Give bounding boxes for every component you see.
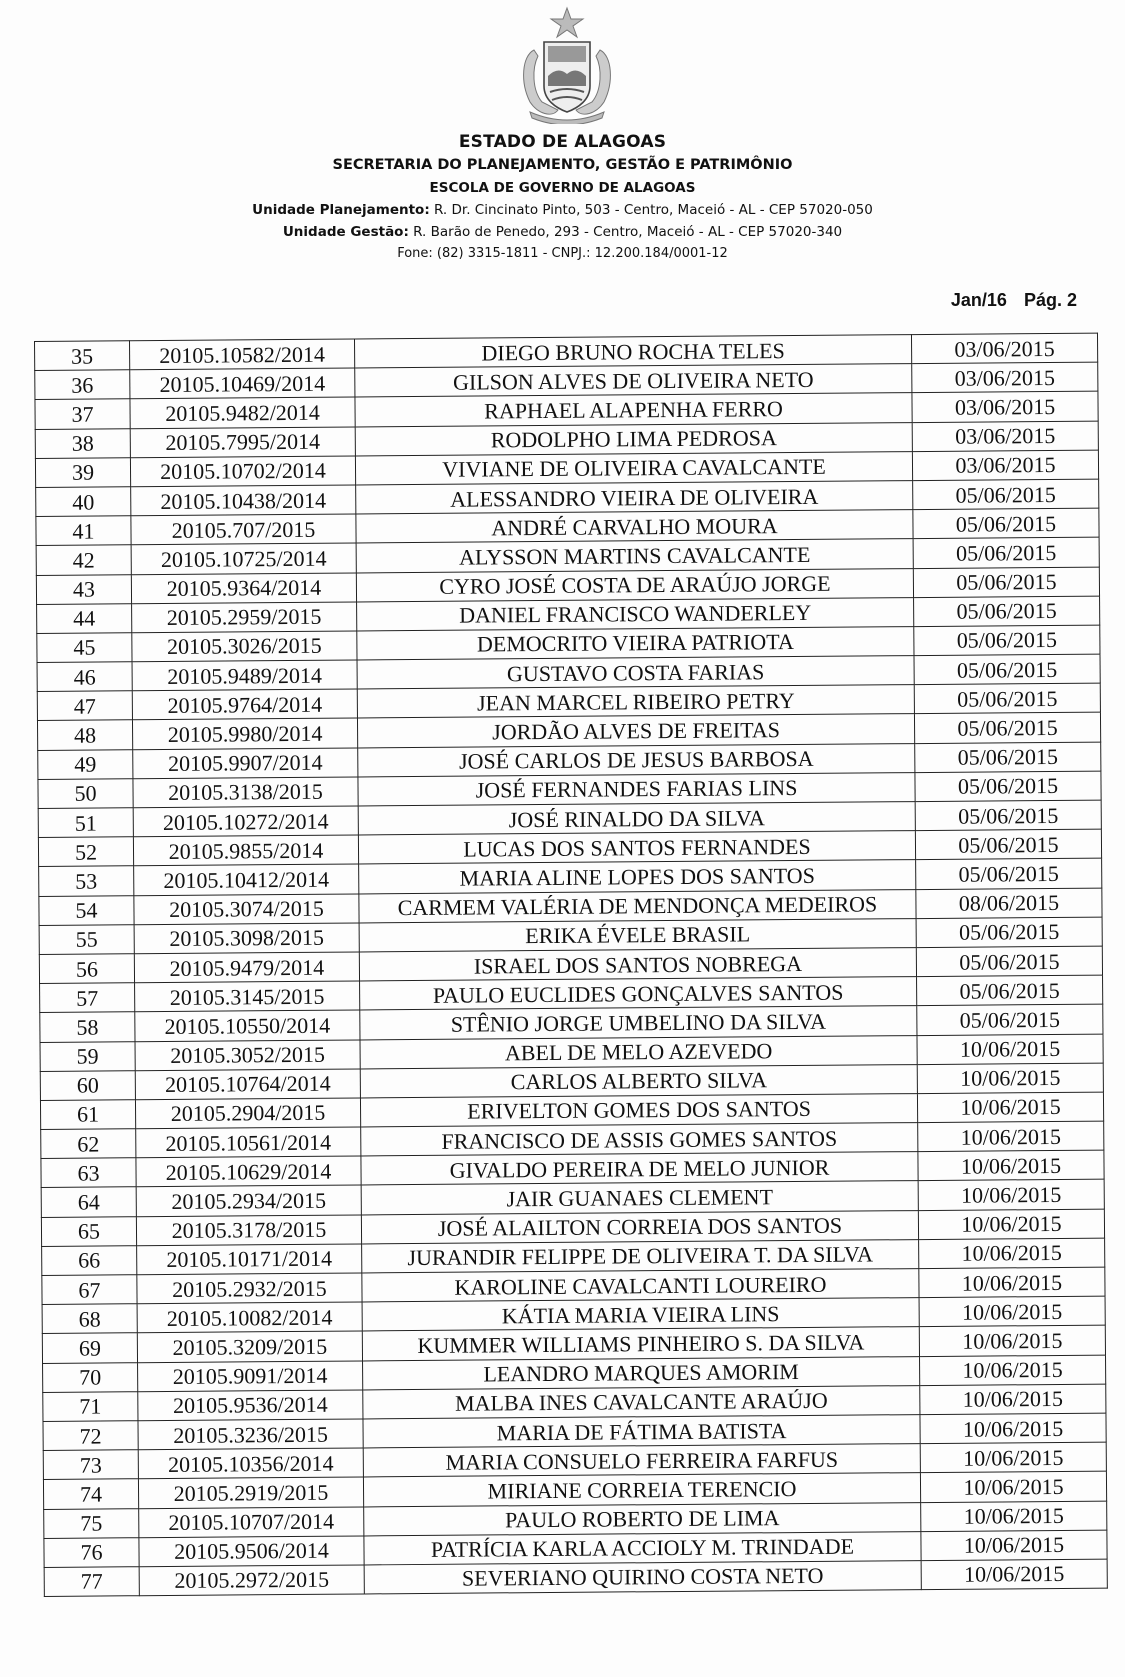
- row-number-cell: 54: [39, 895, 134, 925]
- date-cell: 03/06/2015: [912, 421, 1098, 452]
- row-number-cell: 51: [38, 808, 133, 838]
- process-number-cell: 20105.9482/2014: [130, 397, 355, 428]
- row-number-cell: 62: [41, 1129, 136, 1159]
- process-number-cell: 20105.10550/2014: [135, 1010, 360, 1041]
- process-number-cell: 20105.9506/2014: [139, 1536, 364, 1567]
- planning-unit-address-text: R. Dr. Cincinato Pinto, 503 - Centro, Maceió - AL - CEP 57020-050: [434, 202, 873, 218]
- date-cell: 08/06/2015: [916, 888, 1102, 919]
- person-name-cell: MALBA INES CAVALCANTE ARAÚJO: [363, 1385, 920, 1419]
- person-name-cell: RODOLPHO LIMA PEDROSA: [355, 422, 912, 456]
- row-number-cell: 72: [43, 1421, 138, 1451]
- date-cell: 10/06/2015: [921, 1501, 1107, 1532]
- date-cell: 05/06/2015: [917, 1004, 1103, 1035]
- date-cell: 05/06/2015: [916, 946, 1102, 977]
- row-number-cell: 46: [37, 662, 132, 692]
- school-title: ESCOLA DE GOVERNO DE ALAGOAS: [429, 180, 696, 196]
- person-name-cell: GUSTAVO COSTA FARIAS: [357, 656, 914, 690]
- person-name-cell: DEMOCRITO VIEIRA PATRIOTA: [357, 626, 914, 660]
- row-number-cell: 74: [43, 1479, 138, 1509]
- row-number-cell: 41: [36, 516, 131, 546]
- row-number-cell: 60: [40, 1070, 135, 1100]
- date-cell: 10/06/2015: [921, 1530, 1107, 1561]
- process-number-cell: 20105.9980/2014: [132, 718, 357, 749]
- process-number-cell: 20105.9489/2014: [132, 660, 357, 691]
- process-number-cell: 20105.10725/2014: [131, 543, 356, 574]
- process-number-cell: 20105.3178/2015: [136, 1215, 361, 1246]
- process-number-cell: 20105.3052/2015: [135, 1039, 360, 1070]
- process-number-cell: 20105.3098/2015: [134, 923, 359, 954]
- date-cell: 10/06/2015: [918, 1180, 1104, 1211]
- row-number-cell: 35: [35, 341, 130, 371]
- person-name-cell: LUCAS DOS SANTOS FERNANDES: [358, 831, 915, 865]
- process-number-cell: 20105.9536/2014: [138, 1390, 363, 1421]
- date-cell: 10/06/2015: [918, 1150, 1104, 1181]
- row-number-cell: 44: [37, 603, 132, 633]
- person-name-cell: ERIVELTON GOMES DOS SANTOS: [360, 1093, 917, 1127]
- row-number-cell: 76: [44, 1537, 139, 1567]
- row-number-cell: 47: [37, 691, 132, 721]
- row-number-cell: 36: [35, 370, 130, 400]
- state-coat-of-arms-icon: [512, 6, 622, 124]
- date-cell: 10/06/2015: [920, 1384, 1106, 1415]
- person-name-cell: STÊNIO JORGE UMBELINO DA SILVA: [360, 1006, 917, 1040]
- person-name-cell: ALYSSON MARTINS CAVALCANTE: [356, 539, 913, 573]
- person-name-cell: KAROLINE CAVALCANTI LOUREIRO: [362, 1269, 919, 1303]
- planning-unit-label: Unidade Planejamento:: [252, 202, 430, 218]
- date-cell: 10/06/2015: [921, 1559, 1107, 1590]
- page-reference: [951, 290, 1077, 311]
- person-name-cell: CYRO JOSÉ COSTA DE ARAÚJO JORGE: [356, 568, 913, 602]
- row-number-cell: 45: [37, 633, 132, 663]
- person-name-cell: ANDRÉ CARVALHO MOURA: [356, 510, 913, 544]
- row-number-cell: 63: [41, 1158, 136, 1188]
- process-number-cell: 20105.9479/2014: [134, 952, 359, 983]
- date-cell: 05/06/2015: [915, 742, 1101, 773]
- person-name-cell: JOSÉ RINALDO DA SILVA: [358, 802, 915, 836]
- date-cell: 10/06/2015: [918, 1209, 1104, 1240]
- roster-table-body: [35, 333, 1108, 1596]
- date-cell: 05/06/2015: [917, 975, 1103, 1006]
- row-number-cell: 69: [42, 1333, 137, 1363]
- process-number-cell: 20105.10438/2014: [131, 485, 356, 516]
- date-cell: 05/06/2015: [915, 771, 1101, 802]
- row-number-cell: 61: [40, 1100, 135, 1130]
- person-name-cell: PAULO EUCLIDES GONÇALVES SANTOS: [360, 977, 917, 1011]
- process-number-cell: 20105.10412/2014: [134, 864, 359, 895]
- period-label: Jan/16: [950, 290, 1007, 310]
- date-cell: 05/06/2015: [916, 917, 1102, 948]
- person-name-cell: SEVERIANO QUIRINO COSTA NETO: [364, 1560, 921, 1594]
- person-name-cell: JOSÉ ALAILTON CORREIA DOS SANTOS: [361, 1210, 918, 1244]
- process-number-cell: 20105.9855/2014: [133, 835, 358, 866]
- date-cell: 05/06/2015: [914, 713, 1100, 744]
- row-number-cell: 77: [44, 1567, 139, 1597]
- row-number-cell: 42: [36, 545, 131, 575]
- process-number-cell: 20105.3209/2015: [137, 1331, 362, 1362]
- roster-table: [34, 333, 1108, 1597]
- process-number-cell: 20105.9907/2014: [133, 748, 358, 779]
- row-number-cell: 56: [39, 954, 134, 984]
- person-name-cell: PATRÍCIA KARLA ACCIOLY M. TRINDADE: [364, 1531, 921, 1565]
- row-number-cell: 67: [42, 1275, 137, 1305]
- date-cell: 05/06/2015: [913, 508, 1099, 539]
- row-number-cell: 52: [38, 837, 133, 867]
- process-number-cell: 20105.9364/2014: [131, 572, 356, 603]
- date-cell: 05/06/2015: [915, 829, 1101, 860]
- person-name-cell: MARIA ALINE LOPES DOS SANTOS: [359, 860, 916, 894]
- person-name-cell: DANIEL FRANCISCO WANDERLEY: [357, 597, 914, 631]
- person-name-cell: DIEGO BRUNO ROCHA TELES: [354, 335, 911, 369]
- contact-line: Fone: (82) 3315-1811 - CNPJ.: 12.200.184/0001-12: [397, 246, 728, 261]
- person-name-cell: PAULO ROBERTO DE LIMA: [364, 1502, 921, 1536]
- date-cell: 10/06/2015: [917, 1063, 1103, 1094]
- date-cell: 05/06/2015: [914, 683, 1100, 714]
- row-number-cell: 50: [38, 779, 133, 809]
- management-unit-label: Unidade Gestão:: [282, 224, 409, 240]
- row-number-cell: 48: [37, 720, 132, 750]
- row-number-cell: 37: [35, 399, 130, 429]
- person-name-cell: CARLOS ALBERTO SILVA: [360, 1064, 917, 1098]
- person-name-cell: JORDÃO ALVES DE FREITAS: [357, 714, 914, 748]
- date-cell: 05/06/2015: [915, 800, 1101, 831]
- process-number-cell: 20105.10582/2014: [130, 339, 355, 370]
- row-number-cell: 43: [36, 574, 131, 604]
- date-cell: 05/06/2015: [914, 596, 1100, 627]
- process-number-cell: 20105.3026/2015: [132, 631, 357, 662]
- date-cell: 03/06/2015: [911, 333, 1097, 364]
- secretariat-title: SECRETARIA DO PLANEJAMENTO, GESTÃO E PATRIMÔNIO: [332, 157, 793, 173]
- date-cell: 03/06/2015: [912, 362, 1098, 393]
- date-cell: 10/06/2015: [919, 1296, 1105, 1327]
- row-number-cell: 75: [44, 1508, 139, 1538]
- person-name-cell: ALESSANDRO VIEIRA DE OLIVEIRA: [356, 481, 913, 515]
- process-number-cell: 20105.3236/2015: [138, 1419, 363, 1450]
- row-number-cell: 73: [43, 1450, 138, 1480]
- management-unit-address-text: R. Barão de Penedo, 293 - Centro, Maceió - AL - CEP 57020-340: [413, 224, 843, 240]
- planning-unit-address: [0, 202, 1125, 218]
- person-name-cell: JAIR GUANAES CLEMENT: [361, 1181, 918, 1215]
- row-number-cell: 66: [42, 1246, 137, 1276]
- row-number-cell: 49: [38, 749, 133, 779]
- state-title: ESTADO DE ALAGOAS: [458, 132, 667, 152]
- person-name-cell: MARIA CONSUELO FERREIRA FARFUS: [363, 1444, 920, 1478]
- process-number-cell: 20105.7995/2014: [130, 427, 355, 458]
- process-number-cell: 20105.10082/2014: [137, 1302, 362, 1333]
- person-name-cell: JURANDIR FELIPPE DE OLIVEIRA T. DA SILVA: [362, 1239, 919, 1273]
- process-number-cell: 20105.10702/2014: [130, 456, 355, 487]
- row-number-cell: 55: [39, 924, 134, 954]
- process-number-cell: 20105.10629/2014: [136, 1156, 361, 1187]
- date-cell: 05/06/2015: [916, 859, 1102, 890]
- date-cell: 03/06/2015: [912, 392, 1098, 423]
- date-cell: 05/06/2015: [913, 479, 1099, 510]
- date-cell: 05/06/2015: [913, 537, 1099, 568]
- date-cell: 10/06/2015: [918, 1121, 1104, 1152]
- process-number-cell: 20105.3074/2015: [134, 894, 359, 925]
- management-unit-address: [0, 224, 1125, 240]
- date-cell: 05/06/2015: [913, 567, 1099, 598]
- person-name-cell: FRANCISCO DE ASSIS GOMES SANTOS: [361, 1123, 918, 1157]
- process-number-cell: 20105.10272/2014: [133, 806, 358, 837]
- process-number-cell: 20105.2919/2015: [138, 1477, 363, 1508]
- person-name-cell: LEANDRO MARQUES AMORIM: [363, 1356, 920, 1390]
- date-cell: 05/06/2015: [914, 625, 1100, 656]
- process-number-cell: 20105.3145/2015: [135, 981, 360, 1012]
- row-number-cell: 57: [40, 983, 135, 1013]
- row-number-cell: 53: [39, 866, 134, 896]
- date-cell: 10/06/2015: [920, 1442, 1106, 1473]
- person-name-cell: CARMEM VALÉRIA DE MENDONÇA MEDEIROS: [359, 889, 916, 923]
- row-number-cell: 59: [40, 1041, 135, 1071]
- date-cell: 10/06/2015: [919, 1267, 1105, 1298]
- process-number-cell: 20105.10764/2014: [135, 1069, 360, 1100]
- row-number-cell: 58: [40, 1012, 135, 1042]
- date-cell: 10/06/2015: [917, 1092, 1103, 1123]
- row-number-cell: 70: [43, 1362, 138, 1392]
- row-number-cell: 65: [41, 1216, 136, 1246]
- person-name-cell: VIVIANE DE OLIVEIRA CAVALCANTE: [355, 451, 912, 485]
- process-number-cell: 20105.2934/2015: [136, 1185, 361, 1216]
- process-number-cell: 20105.10356/2014: [138, 1448, 363, 1479]
- person-name-cell: RAPHAEL ALAPENHA FERRO: [355, 393, 912, 427]
- date-cell: 03/06/2015: [912, 450, 1098, 481]
- process-number-cell: 20105.9764/2014: [132, 689, 357, 720]
- person-name-cell: JOSÉ FERNANDES FARIAS LINS: [358, 772, 915, 806]
- process-number-cell: 20105.10469/2014: [130, 368, 355, 399]
- process-number-cell: 20105.2972/2015: [139, 1565, 364, 1596]
- person-name-cell: JEAN MARCEL RIBEIRO PETRY: [357, 685, 914, 719]
- person-name-cell: KÁTIA MARIA VIEIRA LINS: [362, 1298, 919, 1332]
- process-number-cell: 20105.707/2015: [131, 514, 356, 545]
- process-number-cell: 20105.10561/2014: [136, 1127, 361, 1158]
- process-number-cell: 20105.10171/2014: [137, 1244, 362, 1275]
- person-name-cell: GIVALDO PEREIRA DE MELO JUNIOR: [361, 1152, 918, 1186]
- date-cell: 10/06/2015: [920, 1471, 1106, 1502]
- process-number-cell: 20105.2932/2015: [137, 1273, 362, 1304]
- date-cell: 05/06/2015: [914, 654, 1100, 685]
- person-name-cell: ISRAEL DOS SANTOS NOBREGA: [359, 948, 916, 982]
- row-number-cell: 39: [35, 457, 130, 487]
- process-number-cell: 20105.9091/2014: [138, 1361, 363, 1392]
- date-cell: 10/06/2015: [917, 1034, 1103, 1065]
- row-number-cell: 71: [43, 1391, 138, 1421]
- process-number-cell: 20105.2959/2015: [132, 602, 357, 633]
- row-number-cell: 38: [35, 428, 130, 458]
- person-name-cell: ERIKA ÉVELE BRASIL: [359, 918, 916, 952]
- process-number-cell: 20105.10707/2014: [139, 1506, 364, 1537]
- person-name-cell: KUMMER WILLIAMS PINHEIRO S. DA SILVA: [362, 1327, 919, 1361]
- row-number-cell: 40: [36, 487, 131, 517]
- person-name-cell: GILSON ALVES DE OLIVEIRA NETO: [355, 364, 912, 398]
- date-cell: 10/06/2015: [919, 1238, 1105, 1269]
- date-cell: 10/06/2015: [920, 1413, 1106, 1444]
- date-cell: 10/06/2015: [919, 1325, 1105, 1356]
- person-name-cell: JOSÉ CARLOS DE JESUS BARBOSA: [358, 743, 915, 777]
- row-number-cell: 68: [42, 1304, 137, 1334]
- page-number: Pág. 2: [1023, 290, 1077, 310]
- date-cell: 10/06/2015: [920, 1355, 1106, 1386]
- person-name-cell: MARIA DE FÁTIMA BATISTA: [363, 1415, 920, 1449]
- row-number-cell: 64: [41, 1187, 136, 1217]
- person-name-cell: MIRIANE CORREIA TERENCIO: [363, 1473, 920, 1507]
- person-name-cell: ABEL DE MELO AZEVEDO: [360, 1035, 917, 1069]
- process-number-cell: 20105.3138/2015: [133, 777, 358, 808]
- process-number-cell: 20105.2904/2015: [135, 1098, 360, 1129]
